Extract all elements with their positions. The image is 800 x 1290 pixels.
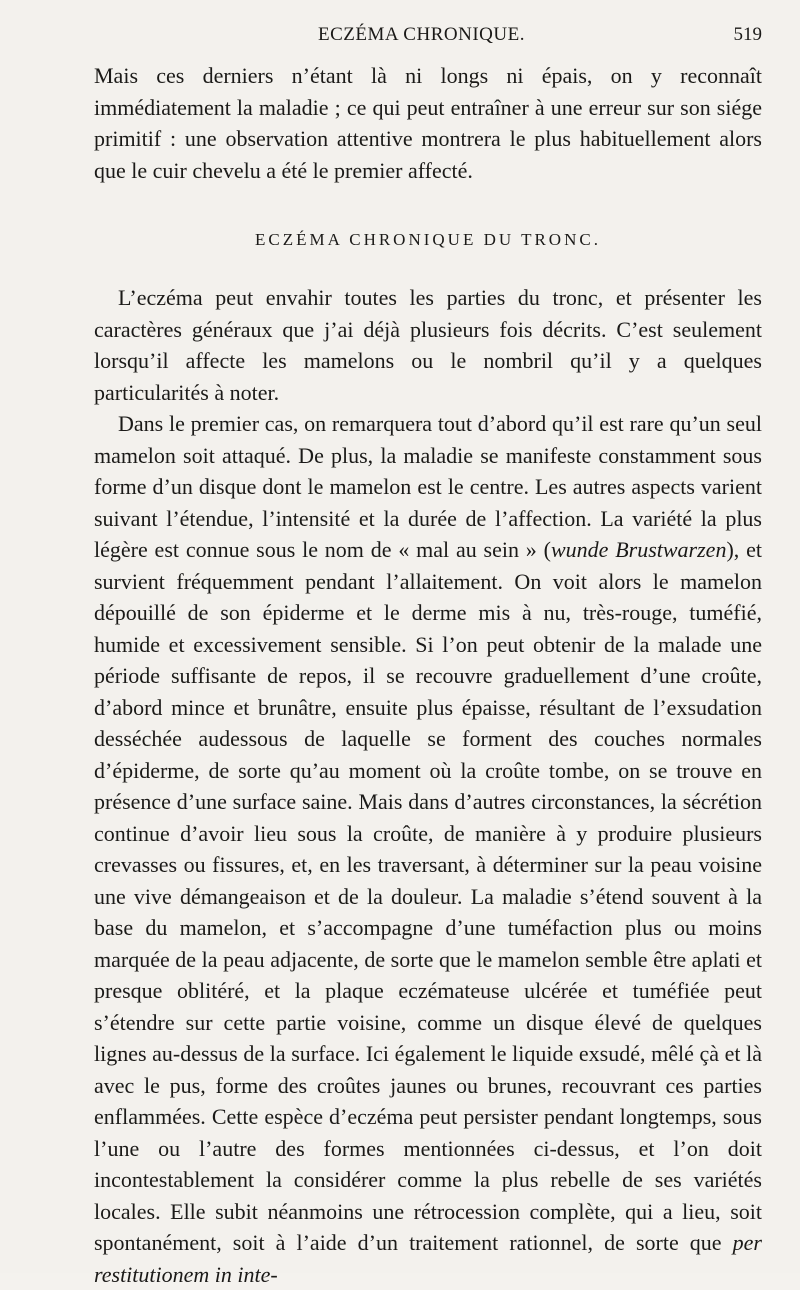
body-text: [94, 60, 762, 1290]
italic-term: wunde Brustwarzen: [550, 537, 727, 562]
paragraph-mamelons: [94, 408, 762, 1290]
paragraph-mamelons-part1: Dans le premier cas, on remarquera tout d’abord qu’il est rare qu’un seul mamelon soit attaqué. De plus, la maladie se manifeste constamment sous forme d’un disque dont le mamelon est le centre. Les autres aspects varient suivant l’étendue, l’intensité et la durée de l’affection. La variété la plus légère est connue sous le nom de « mal au sein » (: [94, 411, 762, 562]
paragraph-mamelons-part2: ), et survient fréquemment pendant l’allaitement. On voit alors le mamelon dépouillé de son épiderme et le derme mis à nu, très-rouge, tuméfié, humide et excessivement sensible. Si l’on peut obtenir de la malade une période suffisante de repos, il se recouvre graduellement d’une croûte, d’abord mince et brunâtre, ensuite plus épaisse, résultant de l’exsudation desséchée audessous de laquelle se forment des couches normales d’épiderme, de sorte qu’au moment où la croûte tombe, on se trouve en présence d’une surface saine. Mais dans d’autres circonstances, la sécrétion continue d’avoir lieu sous la croûte, de manière à y produire plusieurs crevasses ou fissures, et, en les traversant, à déterminer sur la peau voisine une vive démangeaison et de la douleur. La maladie s’étend souvent à la base du mamelon, et s’accompagne d’une tuméfaction plus ou moins marquée de la peau adjacente, de sorte que le mamelon semble être aplati et presque oblitéré, et la plaque eczémateuse ulcérée et tuméfiée peut s’étendre sur cette partie voisine, comme un disque élevé de quelques lignes au-dessus de la surface. Ici également le liquide exsudé, mêlé çà et là avec le pus, forme des croûtes jaunes ou brunes, recouvrant ces parties enflammées. Cette espèce d’eczéma peut persister pendant longtemps, sous l’une ou l’autre des formes mentionnées ci-dessus, et l’on doit incontestablement la considérer comme la plus rebelle de ses variétés locales. Elle subit néanmoins une rétrocession complète, qui a lieu, soit spontanément, soit à l’aide d’un traitement rationnel, de sorte que: [94, 537, 762, 1255]
paragraph-continued: Mais ces derniers n’étant là ni longs ni épais, on y reconnaît immédiatement la maladie ; ce qui peut entraîner à une erreur sur son siége primitif : une observation attentive montrera le plus habituellement alors que le cuir chevelu a été le premier affecté.: [94, 63, 762, 183]
section-heading: ECZÉMA CHRONIQUE DU TRONC.: [255, 230, 601, 249]
italic-latin-phrase: per restitutionem in inte-: [94, 1230, 762, 1287]
running-title: ECZÉMA CHRONIQUE.: [318, 24, 525, 45]
running-head: [0, 24, 800, 54]
page-number: 519: [733, 24, 762, 45]
paragraph-tronc-intro: L’eczéma peut envahir toutes les parties du tronc, et présenter les caractères généraux que j’ai déjà plusieurs fois décrits. C’est seulement lorsqu’il affecte les mamelons ou le nombril qu’il y a quelques particularités à noter.: [94, 285, 762, 405]
